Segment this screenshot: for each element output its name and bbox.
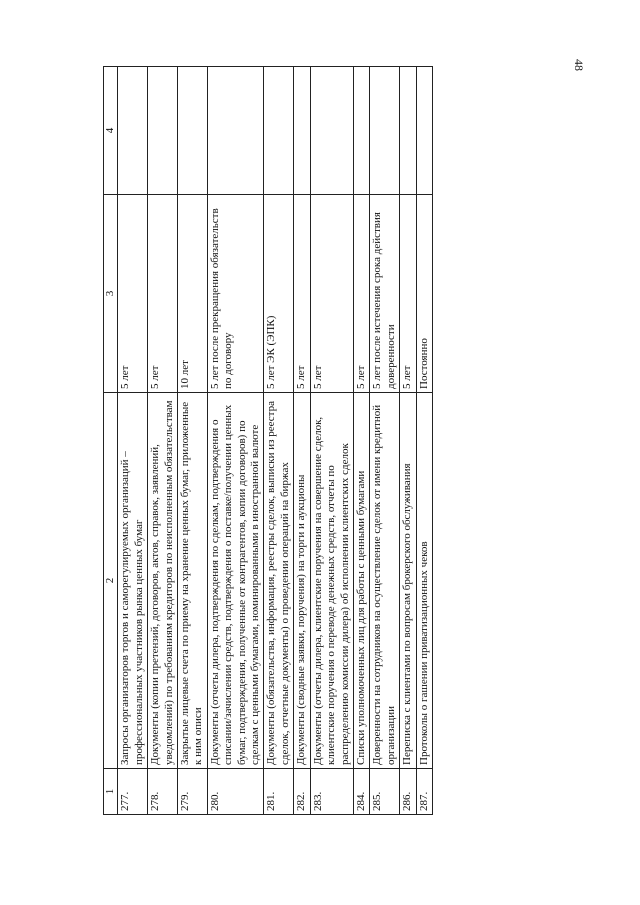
note-cell <box>353 67 369 195</box>
table-body <box>118 67 433 815</box>
column-header: 1 <box>104 769 118 815</box>
note-cell <box>118 67 148 195</box>
table-row <box>294 67 310 815</box>
table-row <box>264 67 294 815</box>
document-type-cell: Документы (сводные заявки, поручения) на торги и аукционы <box>294 393 310 769</box>
note-cell <box>148 67 178 195</box>
table-header-row <box>104 67 118 815</box>
table-row <box>370 67 400 815</box>
rotated-table-wrapper <box>103 67 551 815</box>
note-cell <box>264 67 294 195</box>
row-number-cell: 285. <box>370 769 400 815</box>
document-type-cell: Документы (отчеты дилера, подтверждения по сделкам, подтверждения о списании/зачислении средств, подтверждения о поставке/получении ценных бумаг, подтверждения, полученные от контрагентов, копии договоров) по сделкам с ценными бумагами, номинированными в иностранной валюте <box>207 393 264 769</box>
retention-period-cell: Постоянно <box>416 195 432 393</box>
row-number-cell: 287. <box>416 769 432 815</box>
retention-period-cell: 5 лет <box>310 195 353 393</box>
document-type-cell: Доверенности на сотрудников на осуществление сделок от имени кредитной организации <box>370 393 400 769</box>
row-number-cell: 281. <box>264 769 294 815</box>
table-row <box>353 67 369 815</box>
row-number-cell: 277. <box>118 769 148 815</box>
retention-period-cell: 5 лет после прекращения обязательств по договору <box>207 195 264 393</box>
table-row <box>178 67 208 815</box>
row-number-cell: 278. <box>148 769 178 815</box>
row-number-cell: 280. <box>207 769 264 815</box>
table-row <box>400 67 416 815</box>
note-cell <box>400 67 416 195</box>
column-header: 2 <box>104 393 118 769</box>
column-header: 4 <box>104 67 118 195</box>
page-number: 48 <box>572 59 586 71</box>
column-header: 3 <box>104 195 118 393</box>
document-type-cell: Переписка с клиентами по вопросам брокерского обслуживания <box>400 393 416 769</box>
row-number-cell: 284. <box>353 769 369 815</box>
records-retention-table <box>103 66 433 815</box>
note-cell <box>294 67 310 195</box>
document-type-cell: Запросы организаторов торгов и саморегулируемых организаций – профессиональных участников рынка ценных бумаг <box>118 393 148 769</box>
table-row <box>148 67 178 815</box>
note-cell <box>310 67 353 195</box>
retention-period-cell: 5 лет <box>294 195 310 393</box>
document-type-cell: Закрытые лицевые счета по приему на хранение ценных бумаг, приложенные к ним описи <box>178 393 208 769</box>
note-cell <box>416 67 432 195</box>
table-row <box>118 67 148 815</box>
document-type-cell: Документы (копии претензий, договоров, актов, справок, заявлений, уведомлений) по требованиям кредиторов по неисполненным обязательствам <box>148 393 178 769</box>
document-type-cell: Протоколы о гашении приватизационных чеков <box>416 393 432 769</box>
row-number-cell: 286. <box>400 769 416 815</box>
document-type-cell: Документы (обязательства, информация, реестры сделок, выписки из реестра сделок, отчетные документы) о проведении операций на биржах <box>264 393 294 769</box>
note-cell <box>370 67 400 195</box>
row-number-cell: 279. <box>178 769 208 815</box>
retention-period-cell: 5 лет <box>148 195 178 393</box>
row-number-cell: 282. <box>294 769 310 815</box>
table-row <box>310 67 353 815</box>
retention-period-cell: 5 лет <box>118 195 148 393</box>
note-cell <box>207 67 264 195</box>
retention-period-cell: 5 лет <box>400 195 416 393</box>
retention-period-cell: 5 лет после истечения срока действия доверенности <box>370 195 400 393</box>
retention-period-cell: 10 лет <box>178 195 208 393</box>
table-row <box>416 67 432 815</box>
row-number-cell: 283. <box>310 769 353 815</box>
document-type-cell: Документы (отчеты дилера, клиентские поручения на совершение сделок, клиентские поручения о переводе денежных средств, отчеты по распределению комиссии дилера) об исполнении клиентских сделок <box>310 393 353 769</box>
retention-period-cell: 5 лет <box>353 195 369 393</box>
retention-period-cell: 5 лет ЭК (ЭПК) <box>264 195 294 393</box>
note-cell <box>178 67 208 195</box>
document-type-cell: Списки уполномоченных лиц для работы с ценными бумагами <box>353 393 369 769</box>
table-row <box>207 67 264 815</box>
